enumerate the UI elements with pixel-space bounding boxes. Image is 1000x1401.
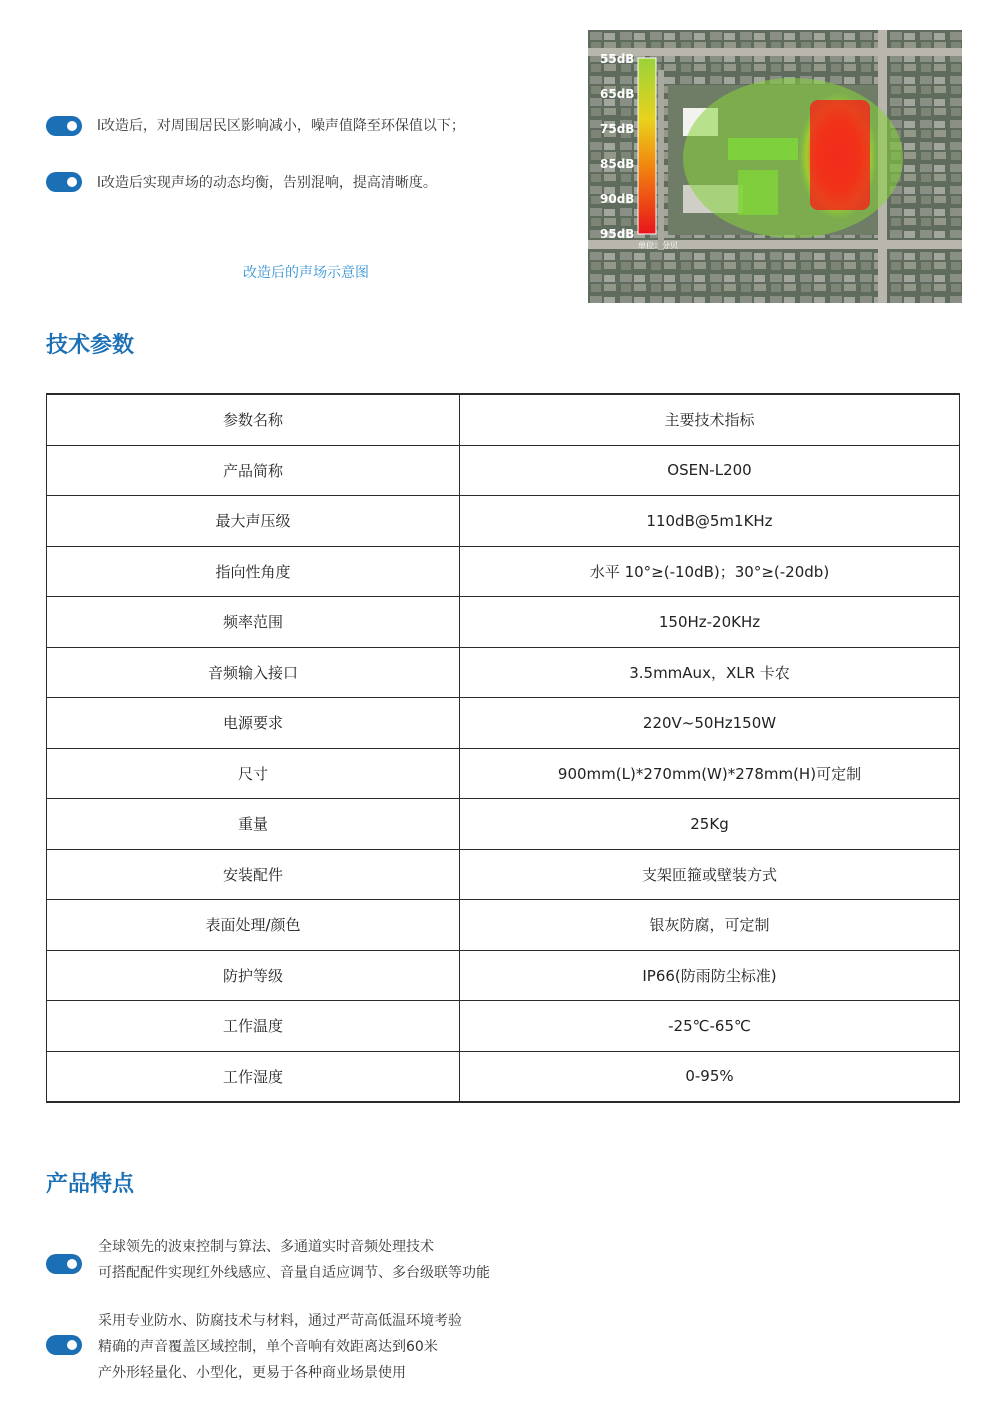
- param-value-cell: OSEN-L200: [460, 445, 960, 496]
- db-scale-label: 85dB: [600, 157, 635, 171]
- table-row: [47, 496, 960, 547]
- intro-bullet-2: l改造后实现声场的动态均衡，告别混响，提高清晰度。: [97, 175, 437, 191]
- param-name-cell: 安装配件: [47, 849, 460, 900]
- features-title: 产品特点: [46, 1172, 135, 1197]
- param-value-cell: 900mm(L)*270mm(W)*278mm(H)可定制: [460, 748, 960, 799]
- feature-line: 采用专业防水、防腐技术与材料，通过严苛高低温环境考验: [98, 1313, 462, 1329]
- table-header-cell: 参数名称: [47, 394, 460, 445]
- table-row: [47, 445, 960, 496]
- param-name-cell: 指向性角度: [47, 546, 460, 597]
- param-name-cell: 电源要求: [47, 698, 460, 749]
- table-header-row: [47, 394, 960, 445]
- param-value-cell: IP66(防雨防尘标准): [460, 950, 960, 1001]
- specs-title: 技术参数: [46, 333, 135, 358]
- db-scale-label: 55dB: [600, 52, 635, 66]
- table-row: [47, 799, 960, 850]
- db-scale-label: 90dB: [600, 192, 635, 206]
- table-row: [47, 900, 960, 951]
- bullet-toggle-icon: [46, 116, 82, 136]
- param-value-cell: 水平 10°≥(-10dB)；30°≥(-20db): [460, 546, 960, 597]
- param-name-cell: 表面处理/颜色: [47, 900, 460, 951]
- param-value-cell: 0-95%: [460, 1051, 960, 1102]
- table-row: [47, 698, 960, 749]
- param-name-cell: 最大声压级: [47, 496, 460, 547]
- param-name-cell: 尺寸: [47, 748, 460, 799]
- table-row: [47, 849, 960, 900]
- feature-line: 全球领先的波束控制与算法、多通道实时音频处理技术: [98, 1239, 434, 1255]
- db-scale-label: 65dB: [600, 87, 635, 101]
- table-row: [47, 950, 960, 1001]
- param-name-cell: 防护等级: [47, 950, 460, 1001]
- param-value-cell: 150Hz-20KHz: [460, 597, 960, 648]
- map-caption: 改造后的声场示意图: [243, 265, 369, 281]
- param-name-cell: 重量: [47, 799, 460, 850]
- intro-bullet-1: l改造后，对周围居民区影响减小，噪声值降至环保值以下；: [97, 118, 465, 134]
- db-scale-label: 95dB: [600, 227, 635, 241]
- db-scale-label: 75dB: [600, 122, 635, 136]
- table-row: [47, 1001, 960, 1052]
- bullet-toggle-icon: [46, 172, 82, 192]
- param-value-cell: 25Kg: [460, 799, 960, 850]
- table-row: [47, 748, 960, 799]
- param-value-cell: 3.5mmAux，XLR 卡农: [460, 647, 960, 698]
- param-value-cell: 支架匝箍或壁装方式: [460, 849, 960, 900]
- table-header-cell: 主要技术指标: [460, 394, 960, 445]
- table-row: [47, 546, 960, 597]
- param-value-cell: -25℃-65℃: [460, 1001, 960, 1052]
- table-row: [47, 1051, 960, 1102]
- param-value-cell: 110dB@5m1KHz: [460, 496, 960, 547]
- param-name-cell: 音频输入接口: [47, 647, 460, 698]
- sound-field-map: [588, 30, 962, 303]
- table-row: [47, 597, 960, 648]
- param-name-cell: 工作湿度: [47, 1051, 460, 1102]
- param-name-cell: 工作温度: [47, 1001, 460, 1052]
- param-name-cell: 产品简称: [47, 445, 460, 496]
- feature-line: 可搭配配件实现红外线感应、音量自适应调节、多台级联等功能: [98, 1265, 490, 1281]
- bullet-toggle-icon: [46, 1254, 82, 1274]
- db-unit-label: 单位：分贝: [638, 241, 678, 250]
- table-row: [47, 647, 960, 698]
- feature-line: 产外形轻量化、小型化，更易于各种商业场景使用: [98, 1365, 406, 1381]
- feature-line: 精确的声音覆盖区域控制，单个音响有效距离达到60米: [98, 1339, 438, 1355]
- param-value-cell: 银灰防腐，可定制: [460, 900, 960, 951]
- spec-table: [46, 393, 960, 1103]
- bullet-toggle-icon: [46, 1335, 82, 1355]
- param-value-cell: 220V~50Hz150W: [460, 698, 960, 749]
- param-name-cell: 频率范围: [47, 597, 460, 648]
